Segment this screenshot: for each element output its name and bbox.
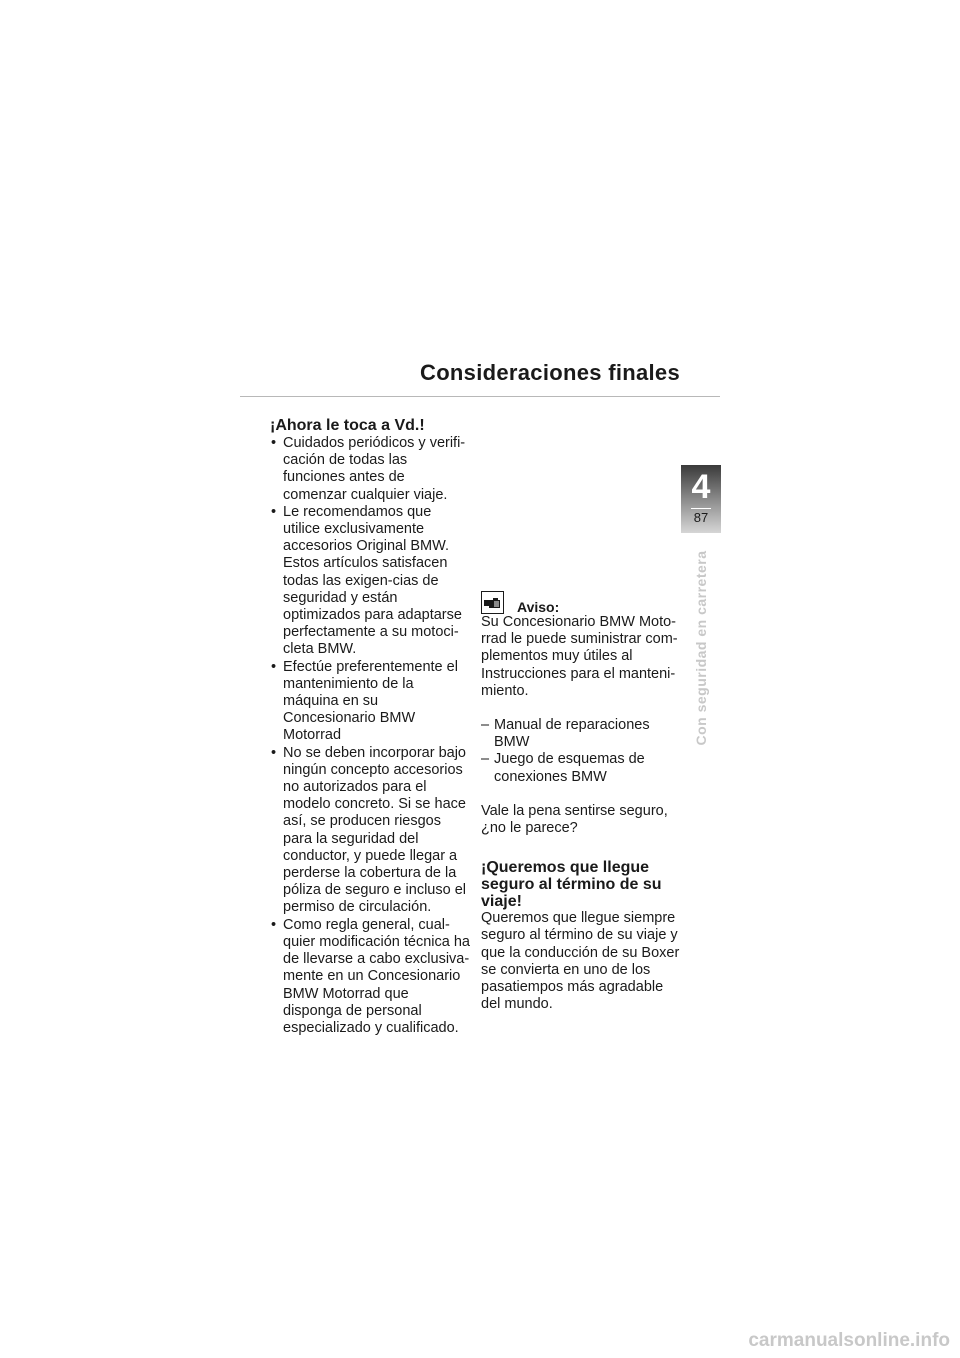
chapter-tab bbox=[681, 465, 721, 533]
right-column bbox=[481, 588, 681, 1013]
watermark: carmanualsonline.info bbox=[748, 1330, 950, 1351]
bullet-item: • No se deben incorporar bajo ningún concepto accesorios no autorizados para el modelo concreto. Si se hace así, se producen riesgos para la seguridad del conductor, y puede llegar a perderse la cobertura de la póliza de seguro e incluso el permiso de circulación. bbox=[270, 745, 470, 917]
notice-label: Aviso: bbox=[517, 599, 560, 615]
section-heading-2: ¡Queremos que llegue seguro al término de su viaje! bbox=[481, 859, 662, 911]
section-side-label: Con seguridad en carretera bbox=[693, 550, 709, 746]
bullet-item: • Como regla general, cual-quier modificación técnica ha de llevarse a cabo exclusiva-mente en un Concesionario BMW Motorrad que disponga de personal especializado y cualificado. bbox=[270, 917, 470, 1037]
dash-item: – Manual de reparaciones BMW bbox=[481, 717, 681, 751]
chapter-number: 4 bbox=[691, 468, 711, 506]
notice-header bbox=[481, 588, 681, 614]
bullet-item: • Efectúe preferentemente el mantenimiento de la máquina en su Concesionario BMW Motorrad bbox=[270, 659, 470, 745]
section-heading: ¡Ahora le toca a Vd.! bbox=[270, 417, 425, 434]
title-divider bbox=[240, 396, 720, 397]
left-column bbox=[270, 417, 470, 1037]
final-text: Queremos que llegue siempre seguro al término de su viaje y que la conducción de su Boxer se convierta en uno de los pasatiempos más agradable del mundo. bbox=[481, 910, 680, 1013]
dash-list bbox=[481, 717, 681, 786]
bullet-item: • Cuidados periódicos y verifi-cación de todas las funciones antes de comenzar cualquier viaje. bbox=[270, 435, 470, 504]
closing-text: Vale la pena sentirse seguro, ¿no le parece? bbox=[481, 802, 668, 837]
page-title: Consideraciones finales bbox=[420, 360, 680, 385]
pointing-hand-notice-icon bbox=[481, 591, 504, 614]
dash-item: – Juego de esquemas de conexiones BMW bbox=[481, 751, 681, 785]
bullet-item: • Le recomendamos que utilice exclusivamente accesorios Original BMW. Estos artículos satisfacen todas las exigen-cias de seguridad y están optimizados para adaptarse perfectamente a su motoci-cleta BMW. bbox=[270, 504, 470, 659]
bullet-list bbox=[270, 435, 470, 1037]
page-number: 87 bbox=[693, 510, 709, 525]
notice-text: Su Concesionario BMW Moto-rrad le puede suministrar com-plementos muy útiles al Instrucciones para el manteni-miento. bbox=[481, 614, 678, 699]
chapter-divider bbox=[691, 508, 711, 509]
